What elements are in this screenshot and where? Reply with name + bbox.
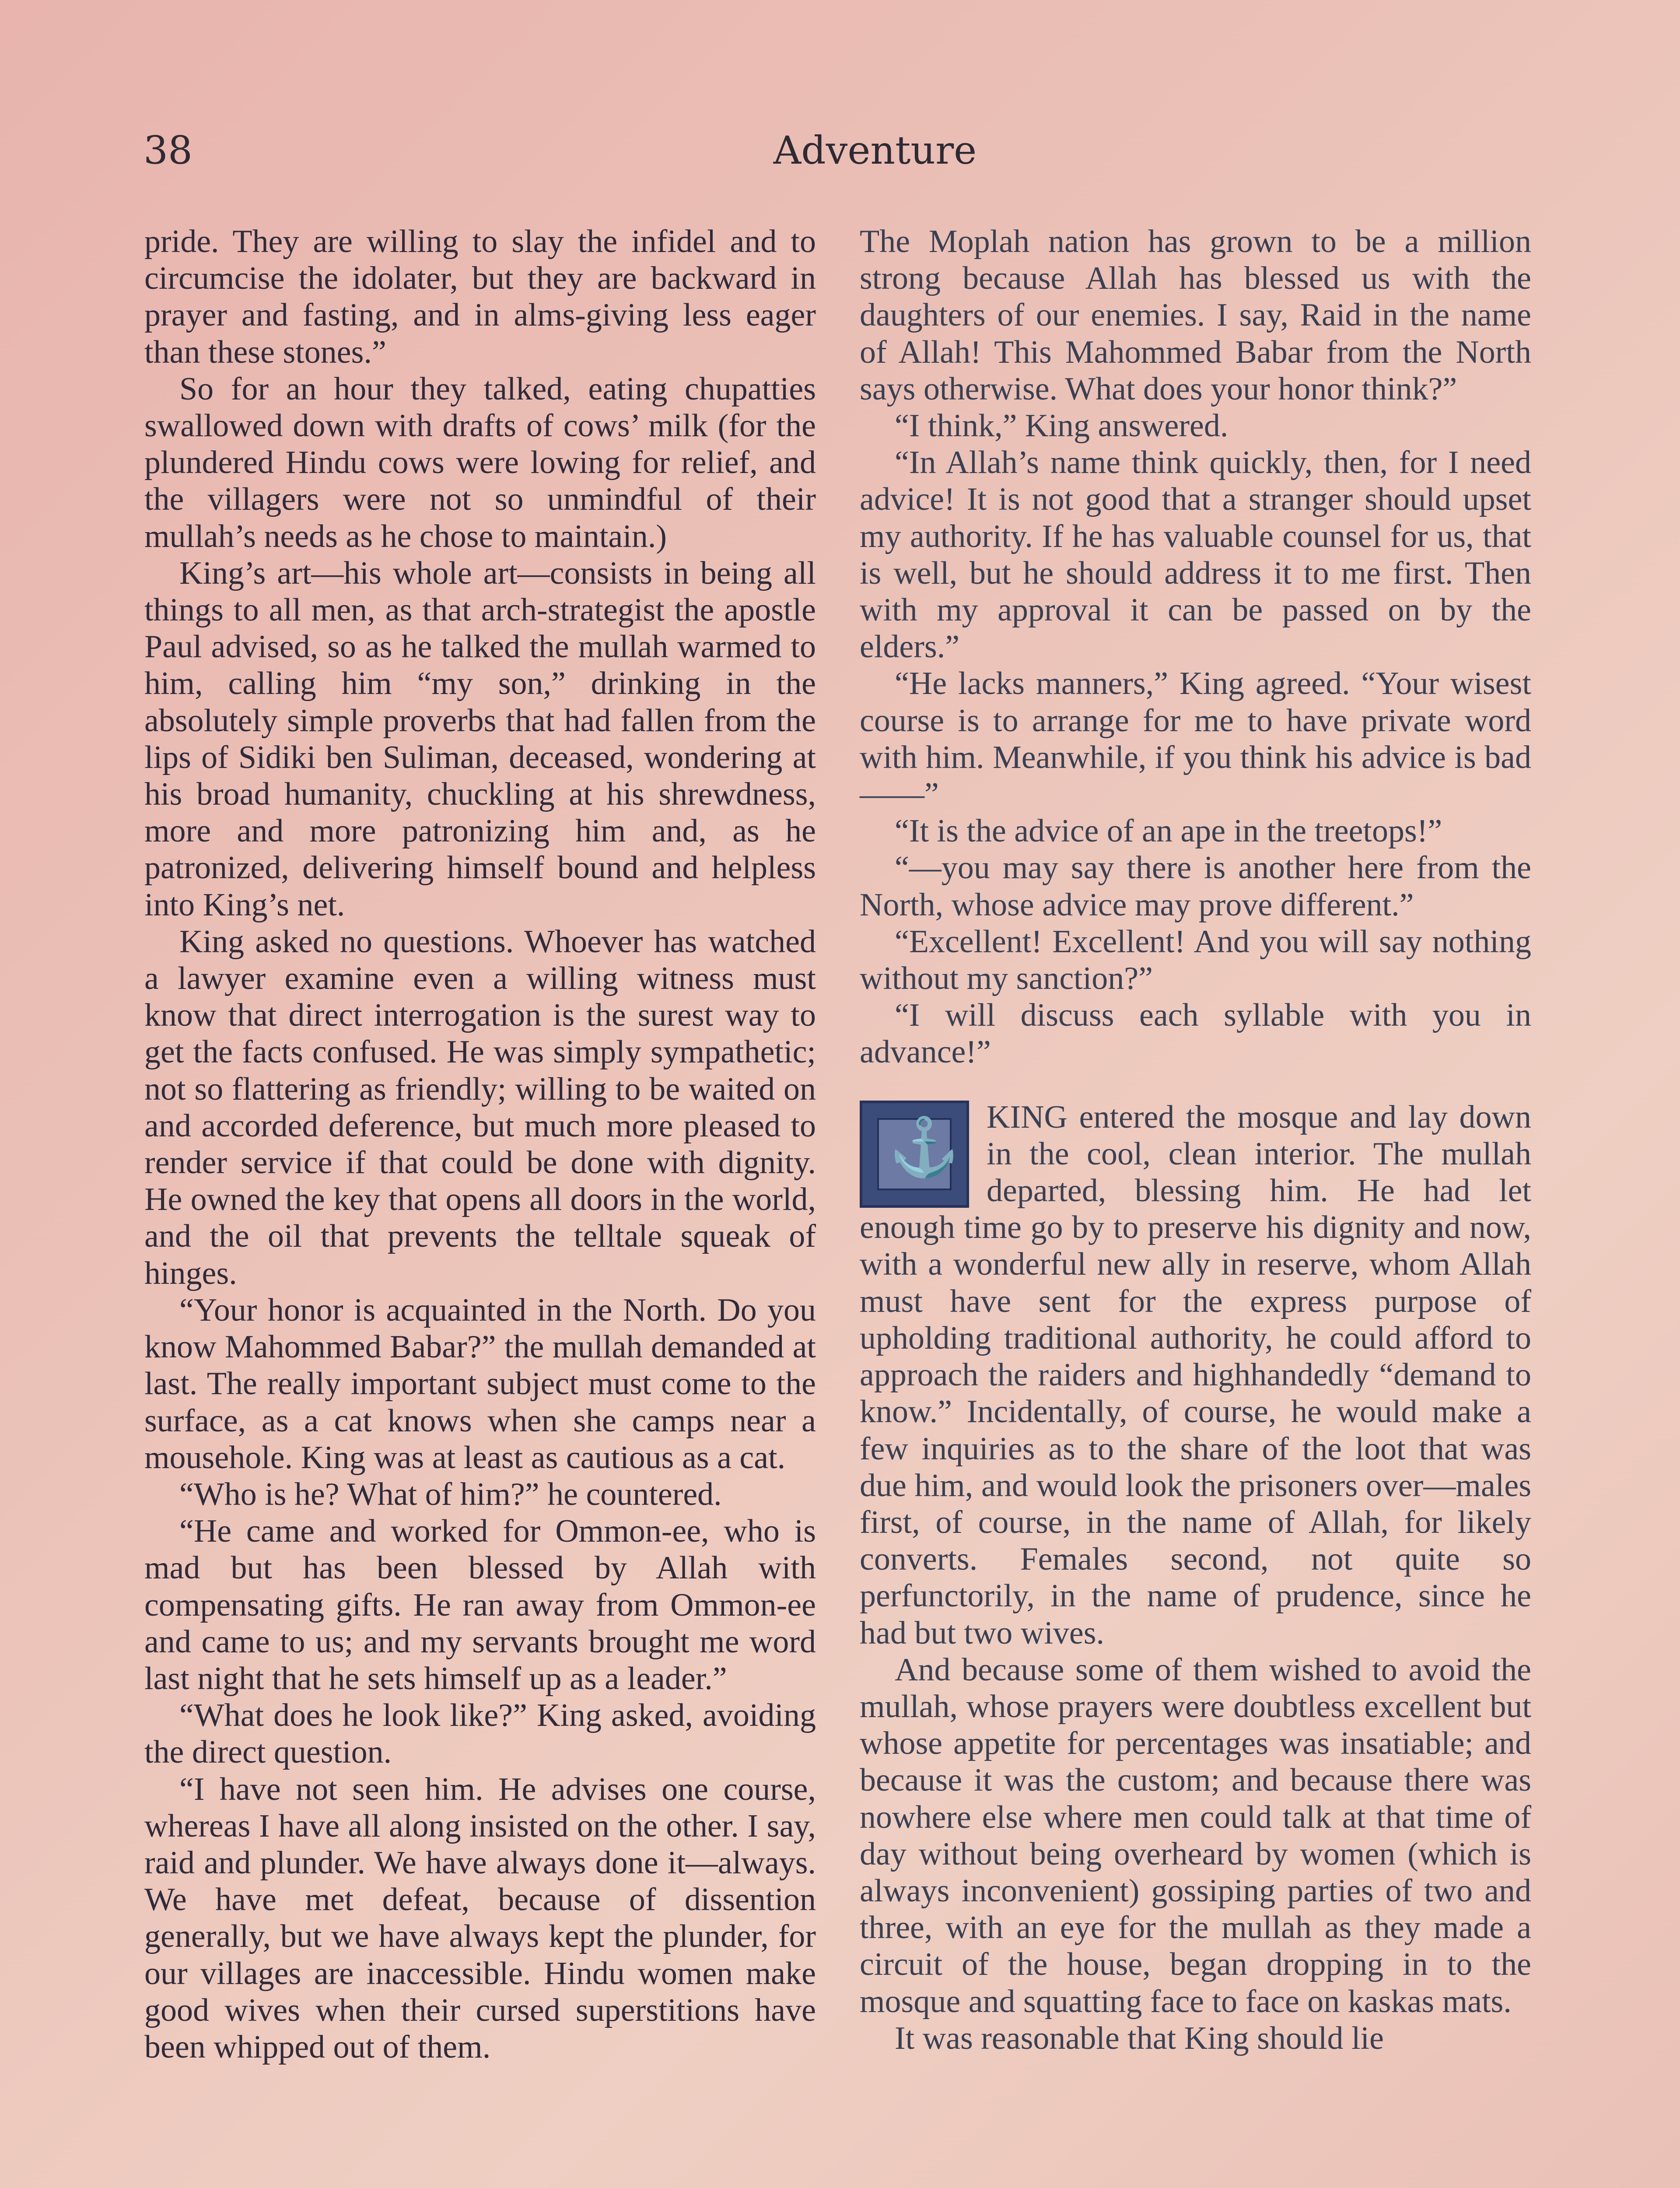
paragraph: “He came and worked for Ommon-ee, who is mad but has been blessed by Allah with compensating gifts. He ran away from Ommon-ee and came to us; and my servants brought me word last night that he sets himself up as a leader.” — [144, 1513, 816, 1697]
paragraph: “I think,” King answered. — [895, 408, 1228, 444]
paragraph: “I have not seen him. He advises one course, whereas I have all along insisted on the other. I say, raid and plunder. We have always done it—always. We have met defeat, because of dissention generally, but we have always kept the plunder, for our villages are inaccessible. Hindu women make good wives when their cursed superstitions have been whipped out of them. — [144, 1771, 816, 2065]
paragraph: “In Allah’s name think quickly, then, for I need advice! It is not good that a stranger should upset my authority. If he has valuable counsel for us, that is well, but he should address it to me first. Then with my approval it can be passed on by the elders.” — [860, 445, 1531, 665]
paragraph: It was reasonable that King should lie — [895, 2020, 1384, 2056]
right-column — [860, 223, 1531, 2057]
paragraph: The Moplah nation has grown to be a million strong because Allah has blessed us with the daughters of our enemies. I say, Raid in the name of Allah! This Mahommed Babar from the North says otherwise. What does your honor think?” — [860, 224, 1531, 407]
drop-cap-ornament-icon: ⚓ — [860, 1101, 969, 1208]
paragraph: “—you may say there is another here from the North, whose advice may prove different.” — [860, 850, 1531, 923]
paragraph: “It is the advice of an ape in the treetops!” — [895, 813, 1442, 849]
paragraph: “Excellent! Excellent! And you will say nothing without my sanction?” — [860, 923, 1531, 997]
left-column — [144, 223, 816, 2065]
page-number: 38 — [144, 128, 192, 173]
paragraph: “He lacks manners,” King agreed. “Your wisest course is to arrange for me to have private word with him. Meanwhile, if you think his advice is bad——” — [860, 666, 1531, 813]
paragraph: And because some of them wished to avoid the mullah, whose prayers were doubtless excellent but whose appetite for percentages was insatiable; and because it was the custom; and because there was nowhere else where men could talk at that time of day without being overheard by women (which is always inconvenient) gossiping parties of two and three, with an eye for the mullah as they made a circuit of the house, began dropping in to the mosque and squatting face to face on kaskas mats. — [860, 1652, 1531, 2020]
paragraph: “Who is he? What of him?” he countered. — [179, 1476, 722, 1512]
paragraph: So for an hour they talked, eating chupatties swallowed down with drafts of cows’ milk (for the plundered Hindu cows were lowing for relief, and the villagers were not so unmindful of their mullah’s needs as he chose to maintain.) — [144, 371, 816, 554]
section-break — [860, 1099, 1531, 1652]
paragraph: King asked no questions. Whoever has watched a lawyer examine even a willing witness must know that direct interrogation is the surest way to get the facts confused. He was simply sympathetic; not so flattering as friendly; willing to be waited on and accorded deference, but much more pleased to render service if that could be done with dignity. He owned the key that opens all doors in the world, and the oil that prevents the telltale squeak of hinges. — [144, 923, 816, 1291]
paragraph: “Your honor is acquainted in the North. Do you know Mahommed Babar?” the mullah demanded at last. The really important subject must come to the surface, as a cat knows when she camps near a mousehole. King was at least as cautious as a cat. — [144, 1292, 816, 1476]
paragraph: King’s art—his whole art—consists in being all things to all men, as that arch-strategist the apostle Paul advised, so as he talked the mullah warmed to him, calling him “my son,” drinking in the absolutely simple proverbs that had fallen from the lips of Sidiki ben Suliman, deceased, wondering at his broad humanity, chuckling at his shrewdness, more and more patronizing him and, as he patronized, delivering himself bound and helpless into King’s net. — [144, 555, 816, 923]
paragraph: KING entered the mosque and lay down in the cool, clean interior. The mullah departed, blessing him. He had let enough time go by to preserve his dignity and now, with a wonderful new ally in reserve, whom Allah must have sent for the express purpose of upholding traditional authority, he could afford to approach the raiders and highhandedly “demand to know.” Incidentally, of course, he would make a few inquiries as to the share of the loot that was due him, and would look the prisoners over—males first, of course, in the name of Allah, for likely converts. Females second, not quite so perfunctorily, in the name of prudence, since he had but two wives. — [860, 1099, 1531, 1651]
paragraph: pride. They are willing to slay the infidel and to circumcise the idolater, but they are backward in prayer and fasting, and in alms-giving less eager than these stones.” — [144, 224, 816, 370]
paragraph: “I will discuss each syllable with you in advance!” — [860, 997, 1531, 1070]
running-head-title: Adventure — [773, 128, 977, 173]
paragraph: “What does he look like?” King asked, avoiding the direct question. — [144, 1697, 816, 1771]
